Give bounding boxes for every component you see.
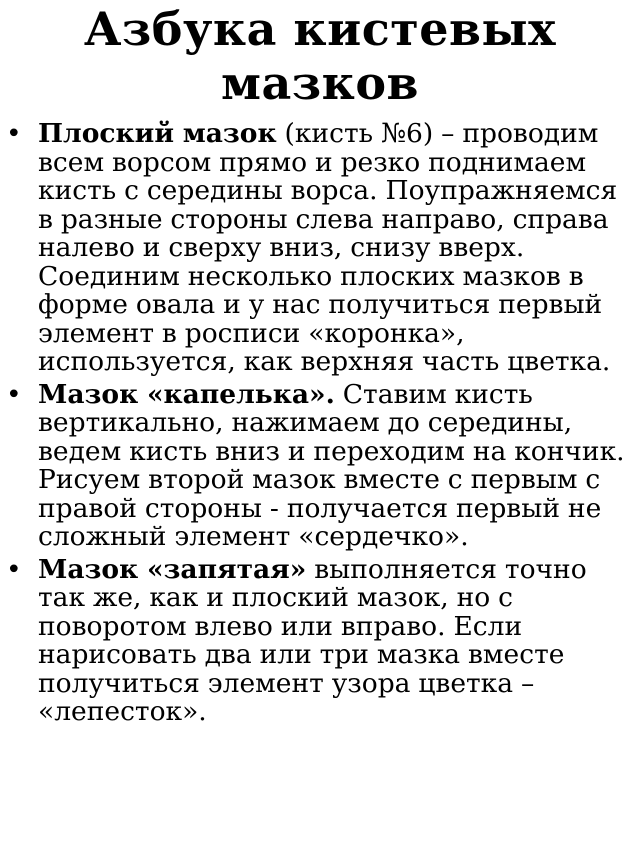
bullet-text: Ставим кисть вертикально, нажимаем до середины, ведем кисть вниз и переходим на кончик. Рисуем второй мазок вместе с первым с правой стороны - получается первый не сложный элемент «сердечко». [38,378,625,552]
bullet-lead: Мазок «запятая» [38,553,307,585]
bullet-list [0,120,640,731]
bullet-text: (кисть №6) – проводим всем ворсом прямо и резко поднимаем кисть с середины ворса. Поупражняемся в разные стороны слева направо, справа налево и сверху вниз, снизу вверх. Соединим несколько плоских мазков в форме овала и у нас получиться первый элемент в росписи «коронка», используется, как верхняя часть цветка. [38,118,618,377]
bullet-point-icon: • [6,553,22,585]
bullet-text: выполняется точно так же, как и плоский мазок, но с поворотом влево или вправо. Если нарисовать два или три мазка вместе получиться элемент узора цветка – «лепесток». [38,553,587,727]
bullet-point-icon: • [6,378,22,410]
bullet-point-icon: • [6,118,22,149]
bullet-item-drop-stroke [6,378,638,552]
bullet-lead: Мазок «капелька». [38,378,335,410]
bullet-lead: Плоский мазок [38,118,277,149]
bullet-item-comma-stroke [6,553,638,727]
bullet-item-flat-stroke [6,118,638,377]
slide-title: Азбука кистевых мазков [83,2,557,110]
